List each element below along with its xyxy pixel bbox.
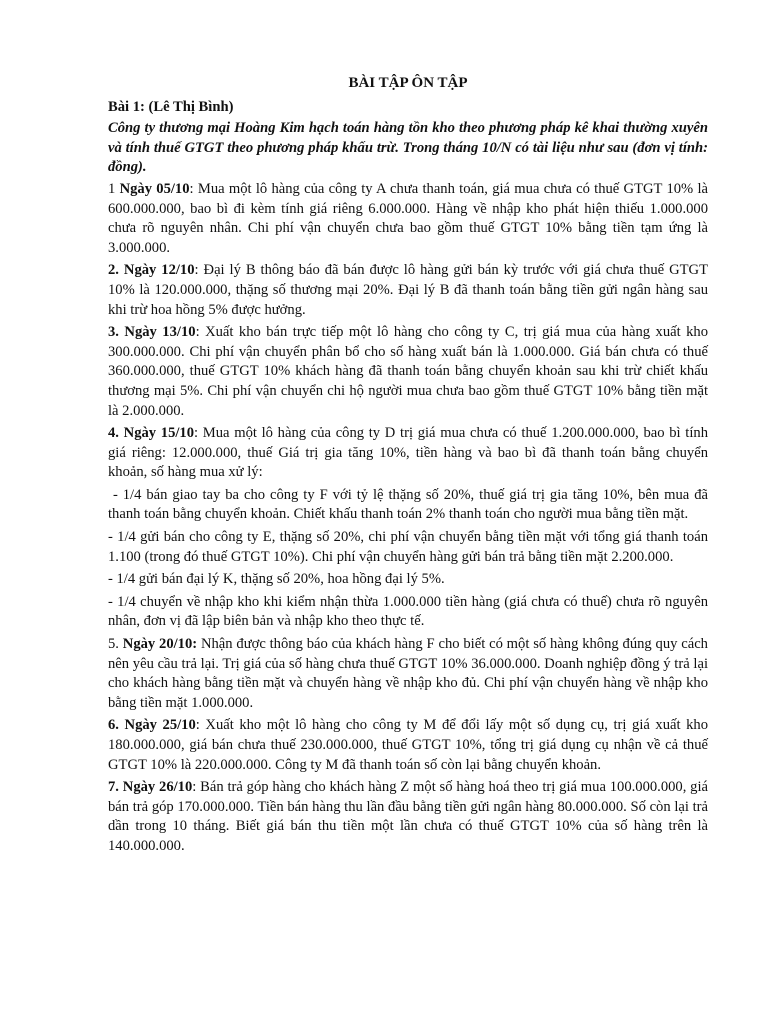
item-date: Ngày 25/10 <box>124 717 196 734</box>
exercise-intro: Công ty thương mại Hoàng Kim hạch toán hàng tồn kho theo phương pháp kê khai thường xuyên và tính thuế GTGT theo phương pháp khấu trừ. Trong tháng 10/N có tài liệu như sau (đơn vị tính: đồng). <box>108 120 708 176</box>
item-date: Ngày 20/10: <box>122 636 198 653</box>
item-text: : Xuất kho một lô hàng cho công ty M để đổi lấy một số dụng cụ, trị giá xuất kho 180.000.000, giá bán chưa thuế 230.000.000, thuế GTGT 10%, tổng trị giá dụng cụ nhận về cả thuế GTGT 10% là 220.000.000. Công ty M đã thanh toán số còn lại bằng chuyển khoản. <box>108 717 709 773</box>
sub-item: - 1/4 chuyển về nhập kho khi kiểm nhận thừa 1.000.000 tiền hàng (giá chưa có thuế) chưa rõ nguyên nhân, đơn vị đã lập biên bản và nhập kho theo thực tế. <box>108 593 708 630</box>
item-number: 6. <box>108 717 119 734</box>
list-item <box>108 323 708 421</box>
sub-item: - 1/4 gửi bán cho công ty E, thặng số 20%, chi phí vận chuyển bằng tiền mặt với tổng giá thanh toán 1.100 (trong đó thuế GTGT 10%). Chi phí vận chuyển hàng gửi bán trả bằng tiền mặt 2.200.000. <box>108 529 708 565</box>
document-title: BÀI TẬP ÔN TẬP <box>348 75 468 91</box>
item-text: : Xuất kho bán trực tiếp một lô hàng cho công ty C, trị giá mua của hàng xuất kho 300.000.000. Chi phí vận chuyển phân bổ cho số hàng xuất bán là 1.000.000. Giá bán chưa có thuế 360.000.000, thuế GTGT 10% khách hàng đã thanh toán bằng chuyển khoản sau khi trừ chiết khấu thương mại 5%. Chi phí vận chuyển chi hộ người mua chưa bao gồm thuế GTGT 10% bằng tiền mặt là 2.000.000. <box>108 324 709 419</box>
item-date: Ngày 13/10 <box>124 324 196 341</box>
item-number: 3. <box>108 324 119 341</box>
item-number: 7. <box>108 779 119 796</box>
sub-item: - 1/4 gửi bán đại lý K, thặng số 20%, hoa hồng đại lý 5%. <box>108 571 445 588</box>
item-text: : Mua một lô hàng của công ty D trị giá mua chưa có thuế 1.200.000.000, bao bì tính giá riêng: 12.000.000, thuế Giá trị gia tăng 10%, tiền hàng và bao bì đã thanh toán bằng chuyển khoản, số hàng mua xử lý: <box>108 425 708 481</box>
item-text: : Bán trả góp hàng cho khách hàng Z một số hàng hoá theo trị giá mua 100.000.000, giá bán trả góp 170.000.000. Tiền bán hàng thu lần đầu bằng tiền gửi ngân hàng 80.000.000. Số còn lại trả dần trong 10 tháng. Biết giá bán thu tiền một lần chưa có thuế GTGT 10% của số hàng trên là 140.000.000. <box>108 779 709 854</box>
item-number: 1 <box>108 180 116 197</box>
item-date: Ngày 05/10 <box>119 180 190 197</box>
item-number: 4. <box>108 425 119 442</box>
item-text: : Mua một lô hàng của công ty A chưa thanh toán, giá mua chưa có thuế GTGT 10% là 600.000.000, bao bì đi kèm tính giá riêng 6.000.000. Hàng về nhập kho phát hiện thiếu 1.000.000 chưa rõ nguyên nhân. Chi phí vận chuyển chưa bao gồm thuế GTGT 10% bằng tiền tạm ứng là 3.000.000. <box>108 180 709 256</box>
exercise-heading: Bài 1: (Lê Thị Bình) <box>108 98 234 115</box>
item-date: Ngày 15/10 <box>123 425 195 442</box>
item-number: 5. <box>108 636 119 653</box>
item-date: Ngày 12/10 <box>123 262 195 279</box>
item-date: Ngày 26/10 <box>122 779 193 796</box>
sub-item: - 1/4 bán giao tay ba cho công ty F với tỷ lệ thặng số 20%, thuế giá trị gia tăng 10%, bên mua đã thanh toán bằng chuyển khoản. Chiết khấu thanh toán 2% thanh toán cho người mua bằng tiền mặt. <box>108 486 712 523</box>
list-item <box>108 261 708 320</box>
list-item <box>108 716 708 775</box>
item-text: Nhận được thông báo của khách hàng F cho biết có một số hàng không đúng quy cách nên yêu cầu trả lại. Trị giá của số hàng chưa thuế GTGT 10% 36.000.000. Doanh nghiệp đồng ý trả lại cho khách hàng bằng tiền mặt và chuyển hàng về nhập kho đủ. Chi phí vận chuyển hàng về nhập kho bằng tiền mặt 1.000.000. <box>108 636 708 711</box>
list-item <box>108 424 708 483</box>
list-item <box>108 635 708 713</box>
item-text: : Đại lý B thông báo đã bán được lô hàng gửi bán kỳ trước với giá chưa thuế GTGT 10% là 120.000.000, thặng số thương mại 20%. Đại lý B đã thanh toán bằng tiền gửi ngân hàng sau khi trừ hoa hồng 5% được hưởng. <box>108 262 708 318</box>
item-number: 2. <box>108 262 119 279</box>
list-item <box>108 778 708 856</box>
list-item <box>108 180 708 258</box>
